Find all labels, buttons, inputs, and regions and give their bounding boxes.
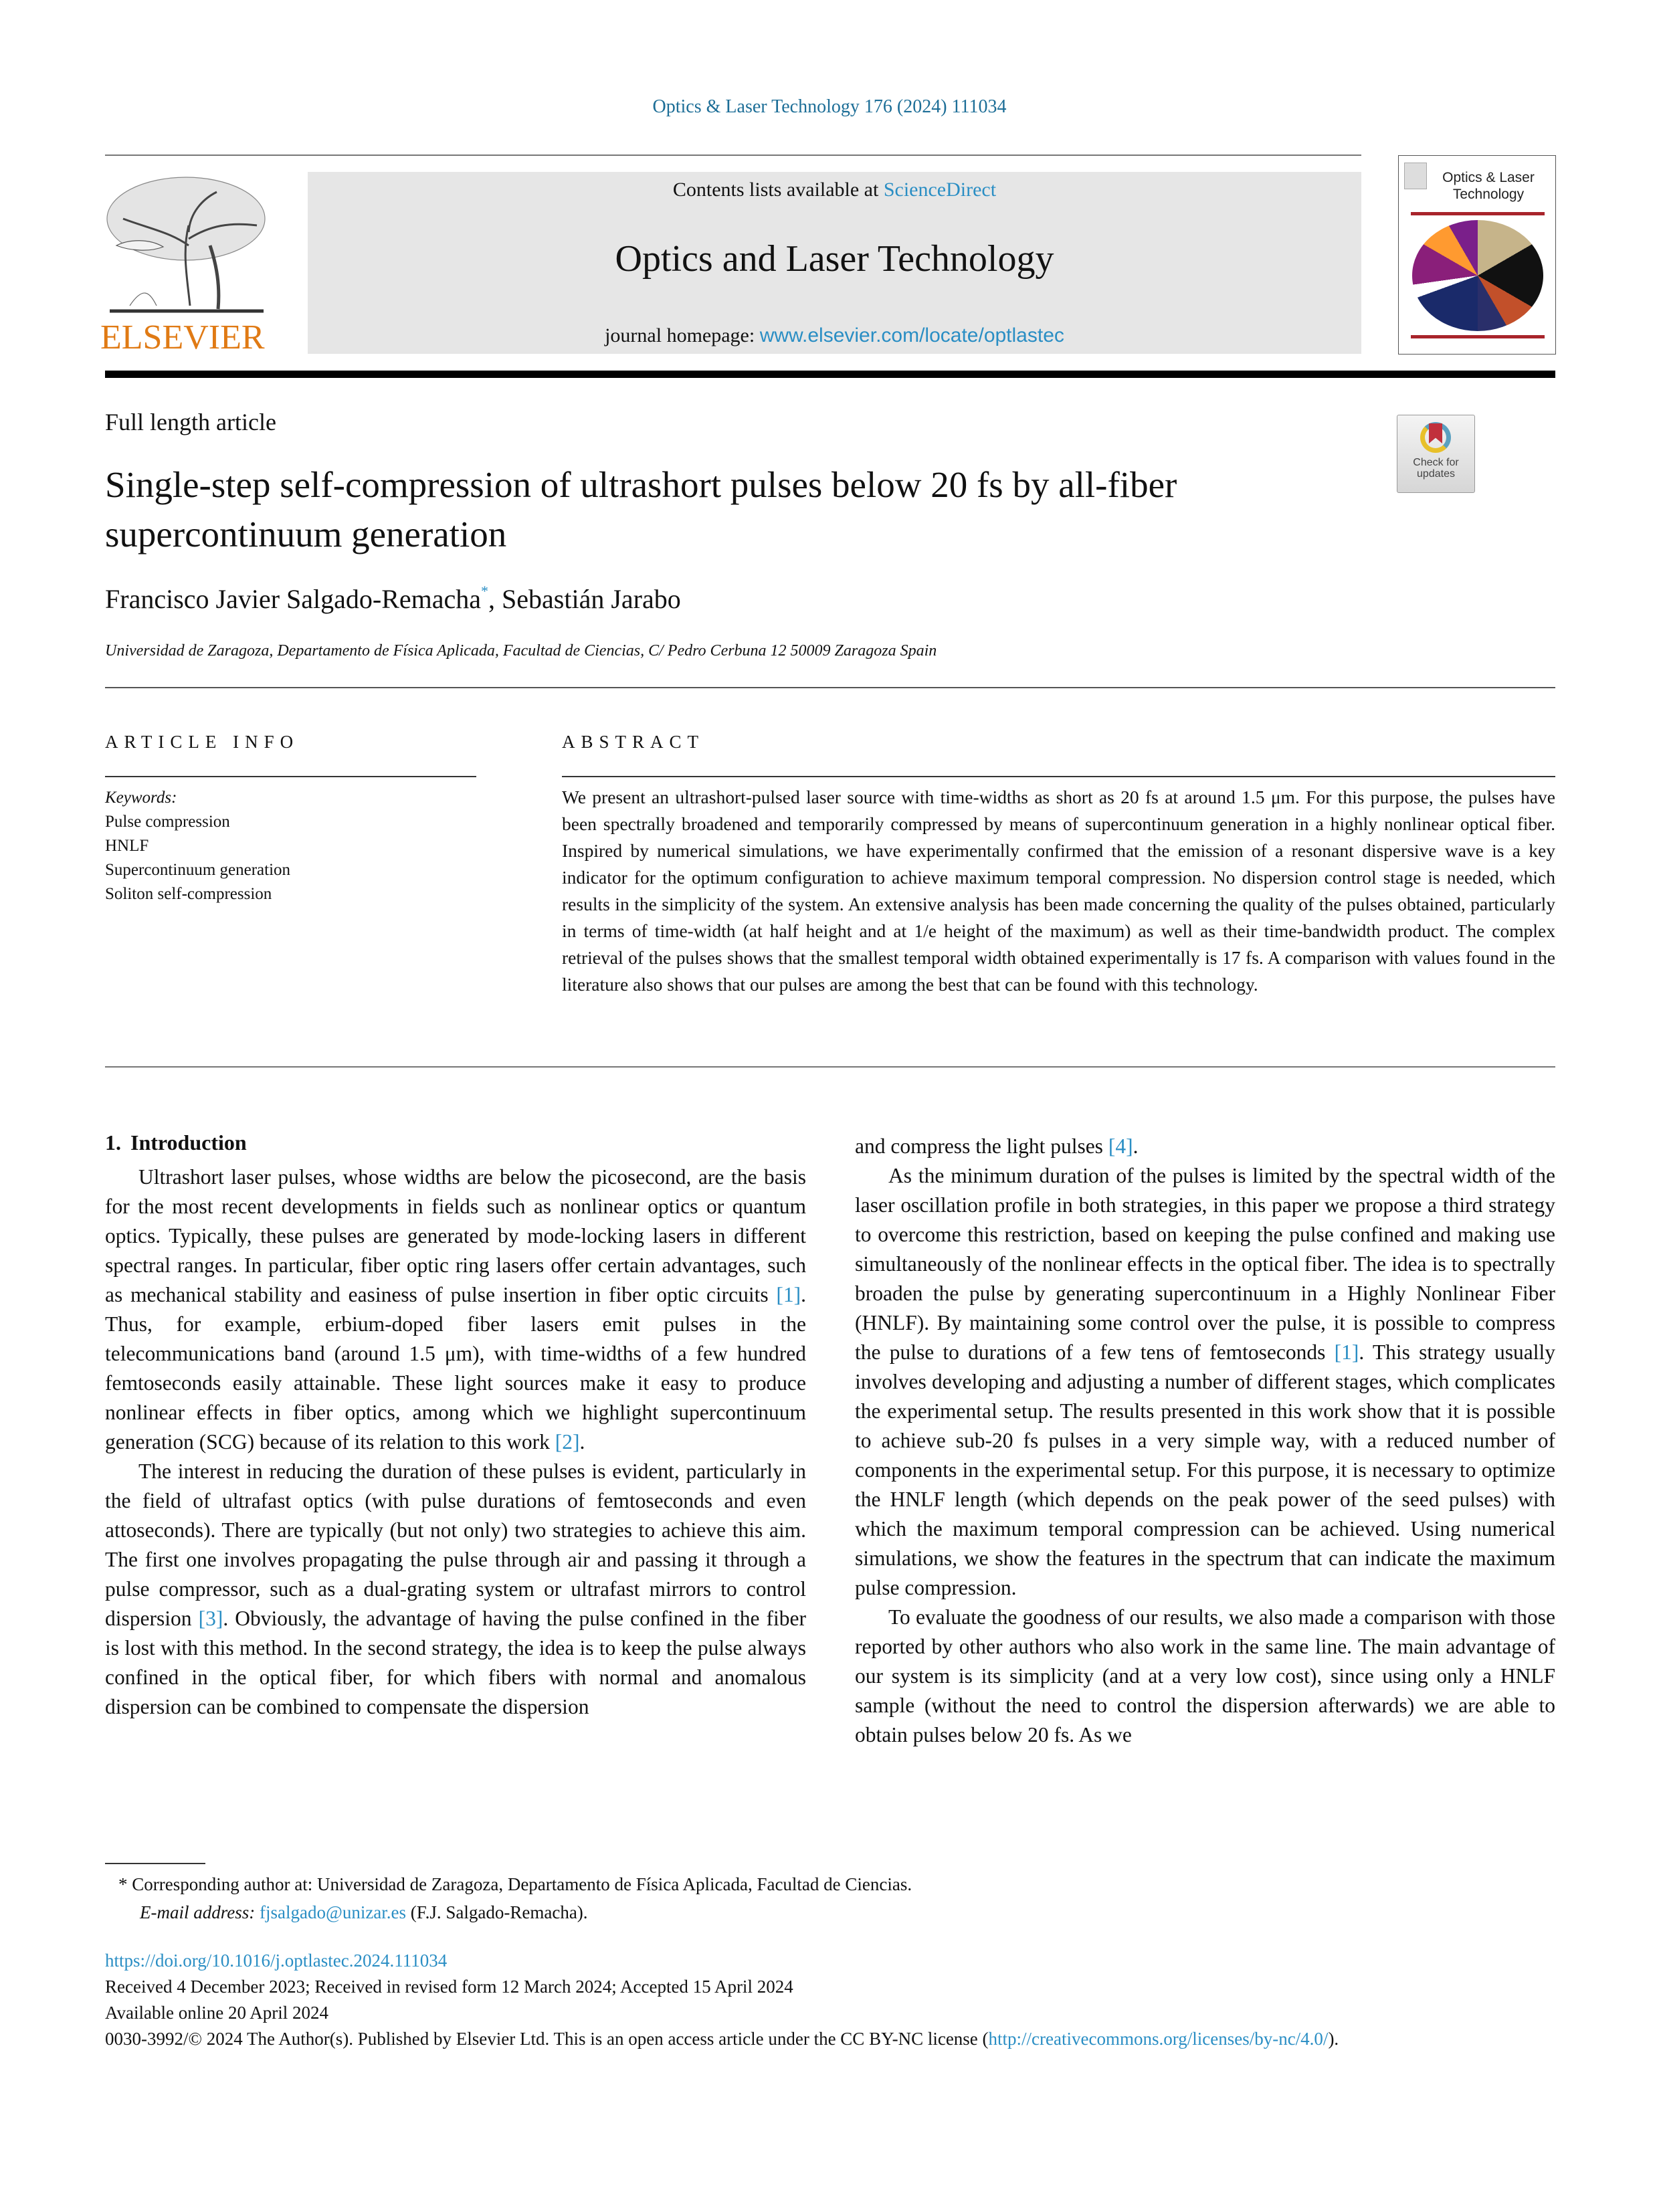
abstract-divider — [562, 776, 1555, 777]
crossmark-line1: Check for — [1413, 457, 1459, 468]
contents-prefix: Contents lists available at — [672, 179, 884, 201]
abstract-text: We present an ultrashort-pulsed laser source with time-widths as short as 20 fs at around 1.5 μm. For this purpose, the pulses have been spectrally broadened and temporarily compressed by means of supercontinuum generation in a highly nonlinear optical fiber. Inspired by numerical simulations, we have experimentally confirmed that the emission of a resonant dispersive wave is a key indicator for the optimum configuration to achieve maximum temporal compression. No dispersion control stage is needed, which results in the simplicity of the system. An extensive analysis has been made concerning the quality of the pulses obtained, particularly in terms of time-width (at half height and at 1/e height of the maximum) as well as their time-bandwidth product. The complex retrieval of the pulses shows that the smallest temporal width obtained experimentally is 17 fs. A comparison with values found in the literature also shows that our pulses are among the best that can be found with this technology. — [562, 787, 1555, 995]
article-type: Full length article — [105, 409, 276, 435]
license-link[interactable]: http://creativecommons.org/licenses/by-nc/4.0/ — [988, 2029, 1329, 2049]
crossmark-line2: updates — [1417, 468, 1455, 480]
keyword: Soliton self-compression — [105, 885, 272, 903]
license-statement — [105, 2026, 1555, 2052]
keyword: HNLF — [105, 837, 149, 855]
footnote-text: Corresponding author at: Universidad de Zaragoza, Departamento de Física Aplicada, Facultad de Ciencias. — [127, 1874, 912, 1894]
cover-elsevier-icon — [1404, 163, 1427, 189]
license-suffix: ). — [1328, 2029, 1339, 2049]
article-title: Single-step self-compression of ultrashort pulses below 20 fs by all-fiber supercontinuum generation — [105, 464, 1177, 555]
email-line — [105, 1898, 912, 1926]
crossmark-label — [1397, 457, 1474, 480]
citation-link[interactable]: [2] — [555, 1430, 580, 1453]
publication-footer — [105, 1948, 1555, 2052]
corresponding-author-marker[interactable]: * — [481, 582, 489, 599]
section-title: Introduction — [130, 1130, 247, 1154]
citation-link[interactable]: [1] — [1334, 1340, 1359, 1364]
homepage-label: journal homepage: — [605, 324, 760, 346]
cover-red-bar-bottom — [1411, 335, 1545, 338]
top-divider — [105, 155, 1361, 156]
body-column-right — [855, 1132, 1555, 1750]
text-run: Ultrashort laser pulses, whose widths are below the picosecond, are the basis for the most recent developments in fields such as nonlinear optics or quantum optics. Typically, these pulses are generated by mode-locking lasers in different spectral ranges. In particular, fiber optic ring lasers offer certain advantages, such as mechanical stability and easiness of pulse insertion in fiber optic circuits — [105, 1165, 806, 1306]
elsevier-logo — [100, 172, 271, 356]
text-run: The interest in reducing the duration of these pulses is evident, particularly in the field of ultrafast optics (with pulse durations of femtoseconds and even attoseconds). There are typically (but not only) two strategies to achieve this aim. The first one involves propagating the pulse through air and passing it through a pulse compressor, such as a dual-grating system or ultrafast mirrors to control dispersion — [105, 1460, 806, 1630]
footnote-divider — [105, 1863, 205, 1864]
keywords-list — [105, 786, 290, 906]
text-run: As the minimum duration of the pulses is limited by the spectral width of the laser oscillation profile in both strategies, in this paper we propose a third strategy to overcome this restriction, based on keeping the pulse confined and making use simultaneously of the nonlinear effects in the optical fiber. The idea is to spectrally broaden the pulse by generating supercontinuum in a Highly Nonlinear Fiber (HNLF). By maintaining some control over the pulse, it is possible to compress the pulse to durations of a few tens of femtoseconds — [855, 1164, 1555, 1364]
contents-line — [308, 179, 1361, 201]
corresponding-author-note — [105, 1870, 912, 1898]
email-label: E-mail address: — [140, 1902, 256, 1922]
section-number: 1. — [105, 1130, 121, 1154]
article-info-divider — [105, 776, 476, 777]
journal-cover-image[interactable] — [1398, 155, 1556, 355]
elsevier-wordmark: ELSEVIER — [100, 318, 265, 357]
text-run: . Obviously, the advantage of having the pulse confined in the fiber is lost with this method. In the second strategy, the idea is to keep the pulse always confined in the optical fiber, for which fibers with normal and anomalous dispersion can be combined to compensate the dispersion — [105, 1607, 806, 1718]
cover-title-line1: Optics & Laser — [1442, 170, 1535, 185]
cover-red-bar — [1411, 212, 1545, 215]
citation-link[interactable]: [3] — [198, 1607, 223, 1630]
homepage-line — [308, 324, 1361, 347]
check-for-updates-button[interactable] — [1397, 415, 1475, 493]
cover-title — [1428, 169, 1549, 203]
paragraph — [105, 1163, 806, 1457]
paragraph — [105, 1457, 806, 1722]
author-list — [105, 583, 681, 615]
sciencedirect-link[interactable]: ScienceDirect — [883, 179, 997, 201]
email-suffix: (F.J. Salgado-Remacha). — [406, 1902, 588, 1922]
author-name: Sebastián Jarabo — [502, 584, 681, 614]
citation-link[interactable]: [1] — [776, 1283, 801, 1306]
paragraph — [855, 1161, 1555, 1603]
text-run: . This strategy usually involves developing and adjusting a number of different stages, which complicates the experimental setup. The results presented in this work show that it is possible to achieve sub-20 fs pulses in a very simple way, with a reduced number of components in the experimental setup. For this purpose, it is necessary to optimize the HNLF length (which depends on the peak power of the seed pulses) with which the maximum temporal compression can be achieved. Using numerical simulations, we show the features in the spectrum that can indicate the maximum pulse compression. — [855, 1340, 1555, 1599]
citation-link[interactable]: [4] — [1108, 1134, 1133, 1158]
keywords-label: Keywords: — [105, 789, 177, 807]
doi-link[interactable]: https://doi.org/10.1016/j.optlastec.2024.111034 — [105, 1950, 448, 1971]
journal-title: Optics and Laser Technology — [615, 238, 1054, 280]
elsevier-tree-icon — [103, 172, 269, 316]
author-name: Francisco Javier Salgado-Remacha — [105, 584, 482, 614]
abstract-heading: ABSTRACT — [562, 732, 705, 752]
paragraph-continuation — [855, 1132, 1555, 1161]
footnote — [105, 1870, 912, 1926]
text-run: . Thus, for example, erbium-doped fiber lasers emit pulses in the telecommunications band (around 1.5 μm), with time-widths of a few hundred femtoseconds easily attainable. These light sources make it easy to produce nonlinear effects in fiber optics, among which we highlight supercontinuum generation (SCG) because of its relation to this work — [105, 1283, 806, 1453]
available-online-date: Available online 20 April 2024 — [105, 2003, 328, 2023]
article-info-heading: ARTICLE INFO — [105, 732, 300, 752]
affiliation: Universidad de Zaragoza, Departamento de Física Aplicada, Facultad de Ciencias, C/ Pedro Cerbuna 12 50009 Zaragoza Spain — [105, 642, 937, 660]
email-link[interactable]: fjsalgado@unizar.es — [259, 1902, 407, 1922]
paragraph: To evaluate the goodness of our results, we also made a comparison with those reported by other authors who also work in the same line. The main advantage of our system is its simplicity (and at a very low cost), since using only a HNLF sample (without the need to control the dispersion afterwards) we are able to obtain pulses below 20 fs. As we — [855, 1605, 1555, 1746]
text-run: and compress the light pulses — [855, 1134, 1108, 1158]
body-column-left — [105, 1163, 806, 1722]
footnote-mark: * — [118, 1874, 128, 1894]
text-run: . — [579, 1430, 585, 1453]
keyword: Pulse compression — [105, 813, 230, 831]
abstract-bottom-divider — [105, 1066, 1555, 1068]
homepage-link[interactable]: www.elsevier.com/locate/optlastec — [759, 324, 1064, 346]
keyword: Supercontinuum generation — [105, 861, 291, 879]
author-separator: , — [488, 584, 502, 614]
text-run: . — [1133, 1134, 1139, 1158]
journal-reference[interactable]: Optics & Laser Technology 176 (2024) 111034 — [652, 96, 1007, 117]
section-heading-introduction — [105, 1130, 247, 1155]
received-dates: Received 4 December 2023; Received in revised form 12 March 2024; Accepted 15 April 2024 — [105, 1977, 793, 1997]
cover-collage-icon — [1412, 220, 1543, 331]
license-text: 0030-3992/© 2024 The Author(s). Published by Elsevier Ltd. This is an open access article under the CC BY-NC license ( — [105, 2029, 989, 2049]
affiliation-divider — [105, 687, 1555, 688]
journal-header — [308, 172, 1361, 354]
header-thick-divider — [105, 371, 1555, 378]
cover-title-line2: Technology — [1452, 187, 1525, 202]
